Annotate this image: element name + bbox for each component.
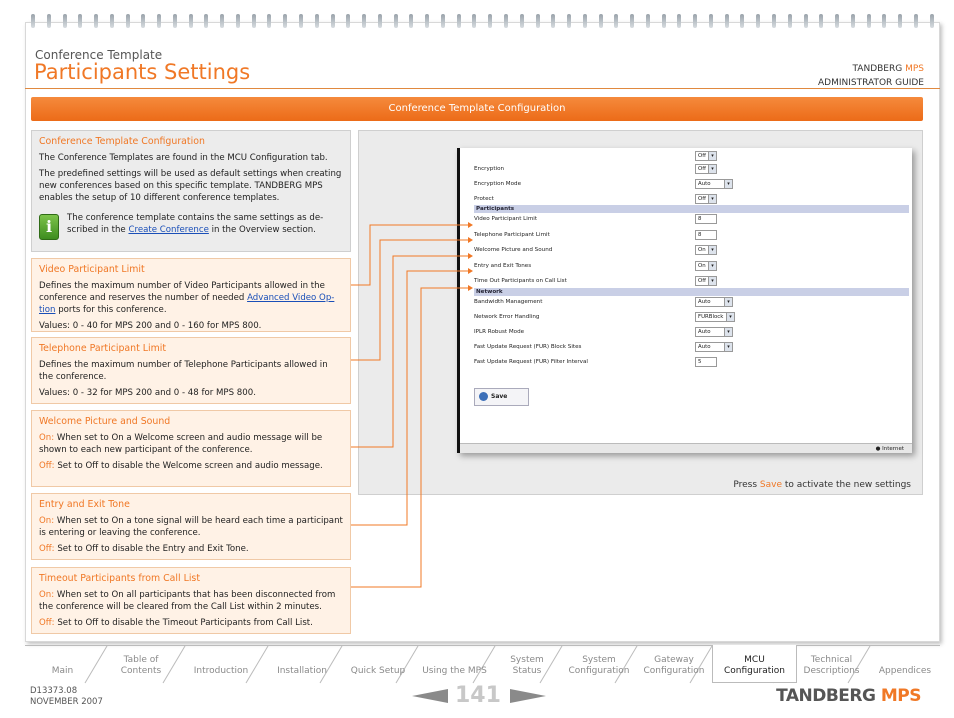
tab-technical-descriptions[interactable]	[795, 645, 868, 682]
tab-main[interactable]	[25, 645, 100, 682]
page-subtitle: Conference Template	[35, 48, 163, 62]
guide-name: ADMINISTRATOR GUIDE	[818, 78, 924, 88]
tab-quick-setup[interactable]	[342, 645, 414, 682]
tab-label: Gateway Configuration	[643, 655, 705, 676]
settings-section-header: Participants	[474, 205, 909, 213]
setting-value: Off	[698, 278, 706, 284]
video-p1-text: Defines the maximum number of Video Participants allowed in the conference and reserves the number of needed	[39, 281, 325, 303]
on-label: On:	[39, 433, 55, 443]
tab-appendices[interactable]	[870, 645, 940, 682]
telephone-p1: Defines the maximum number of Telephone Participants allowed in the conference.	[39, 360, 328, 382]
video-heading: Video Participant Limit	[39, 264, 145, 275]
doc-number: D13373.08	[30, 686, 78, 696]
settings-section-header: Network	[474, 288, 909, 296]
setting-value: Auto	[698, 298, 711, 305]
welcome-off-text: Set to Off to disable the Welcome screen and audio message.	[57, 461, 323, 471]
setting-value: 5	[698, 358, 702, 365]
doc-date: NOVEMBER 2007	[30, 697, 103, 707]
setting-label: Entry and Exit Tones	[474, 262, 532, 269]
footer-brand-name: TANDBERG	[776, 686, 876, 706]
globe-icon: ●	[875, 446, 883, 452]
entry-heading: Entry and Exit Tone	[39, 499, 130, 510]
setting-label: Encryption Mode	[474, 181, 522, 187]
tab-using-the-mps[interactable]	[418, 645, 491, 682]
setting-label: Protect	[474, 196, 494, 202]
tab-label: Appendices	[878, 666, 932, 676]
telephone-heading: Telephone Participant Limit	[39, 343, 166, 354]
dropdown-arrow-icon[interactable]: ▾	[724, 298, 732, 306]
setting-label: Fast Update Request (FUR) Block Sites	[474, 343, 582, 350]
footer-brand-logo	[776, 686, 921, 706]
press-pre: Press	[733, 480, 758, 490]
setting-value: On	[698, 262, 706, 269]
welcome-on-text: When set to On a Welcome screen and audio message will be shown to each new participant of the conference.	[39, 433, 323, 455]
setting-label: Fast Update Request (FUR) Filter Interval	[474, 358, 588, 365]
tab-installation[interactable]	[268, 645, 336, 682]
setting-label: Video Participant Limit	[474, 216, 538, 222]
tab-label: Main	[51, 666, 74, 676]
telephone-values: Values: 0 - 32 for MPS 200 and 0 - 48 for MPS 800.	[39, 388, 256, 398]
page-number: 141	[455, 683, 501, 708]
dropdown-arrow-icon[interactable]: ▾	[724, 180, 732, 188]
intro-p2: The predefined settings will be used as default settings when creating new conferences based on this specific template. TANDBERG MPS enables the setup of 10 different conference templates.	[39, 169, 342, 203]
brand-product: MPS	[905, 64, 924, 74]
bottom-tabs	[25, 645, 940, 685]
advanced-video-option-link[interactable]: Advanced Video Op-tion	[39, 293, 335, 315]
tab-mcu-configuration[interactable]	[712, 645, 797, 683]
setting-label: Network Error Handling	[474, 313, 540, 320]
video-p1-end: ports for this conference.	[58, 305, 167, 315]
setting-value: 8	[698, 231, 702, 238]
footer-doc-info	[30, 686, 103, 708]
tab-label: MCU Configuration	[723, 655, 786, 676]
dropdown-arrow-icon[interactable]: ▾	[708, 165, 716, 173]
tab-label: Introduction	[193, 666, 249, 676]
status-zone: Internet	[882, 446, 904, 452]
on-label: On:	[39, 590, 55, 600]
tab-system-configuration[interactable]	[562, 645, 636, 682]
setting-value: Auto	[698, 181, 711, 187]
setting-value: Off	[698, 166, 706, 172]
video-values: Values: 0 - 40 for MPS 200 and 0 - 160 for MPS 800.	[39, 321, 262, 331]
setting-value: Off	[698, 196, 706, 202]
save-label: Save	[491, 393, 508, 400]
setting-value: Off	[698, 153, 706, 159]
off-label: Off:	[39, 461, 55, 471]
tab-label: System Configuration	[568, 655, 630, 676]
press-post: to activate the new settings	[784, 480, 911, 490]
setting-value: Auto	[698, 328, 711, 335]
tab-label: System Status	[510, 655, 544, 676]
off-label: Off:	[39, 544, 55, 554]
timeout-heading: Timeout Participants from Call List	[39, 573, 200, 584]
welcome-heading: Welcome Picture and Sound	[39, 416, 171, 427]
dropdown-arrow-icon[interactable]: ▾	[726, 313, 734, 321]
tab-label: Installation	[277, 666, 327, 676]
timeout-off-text: Set to Off to disable the Timeout Participants from Call List.	[57, 618, 313, 628]
tab-label: Using the MPS	[422, 666, 487, 676]
note-text-end: in the Overview section.	[211, 225, 316, 235]
off-label: Off:	[39, 618, 55, 628]
tab-gateway-configuration[interactable]	[637, 645, 711, 682]
info-icon: i	[39, 214, 59, 240]
section-banner: Conference Template Configuration	[31, 97, 923, 121]
note-text: The conference template contains the same settings as de-scribed in the	[67, 213, 324, 235]
entry-on-text: When set to On a tone signal will be heard each time a participant is entering or leaving the conference.	[39, 516, 343, 538]
tab-label: Table of Contents	[120, 655, 162, 676]
timeout-on-text: When set to On all participants that has been disconnected from the conference will be cleared from the Call List within 2 minutes.	[39, 590, 336, 612]
page-title: Participants Settings	[34, 60, 251, 84]
dropdown-arrow-icon[interactable]: ▾	[724, 343, 732, 351]
setting-value: On	[698, 247, 706, 253]
setting-label: Bandwidth Management	[474, 298, 543, 305]
tab-system-status[interactable]	[495, 645, 559, 682]
dropdown-arrow-icon[interactable]: ▾	[724, 328, 732, 336]
previous-page-arrow-icon[interactable]	[412, 689, 448, 703]
tab-introduction[interactable]	[185, 645, 257, 682]
tab-label: Quick Setup	[350, 666, 406, 676]
dropdown-arrow-icon[interactable]: ▾	[708, 152, 716, 160]
brand-name: TANDBERG	[852, 64, 903, 74]
dropdown-arrow-icon[interactable]: ▾	[708, 195, 716, 203]
tab-label: Technical Descriptions	[803, 655, 860, 676]
next-page-arrow-icon[interactable]	[510, 689, 546, 703]
dropdown-arrow-icon[interactable]: ▾	[708, 262, 716, 270]
setting-label: IPLR Robust Mode	[474, 328, 525, 335]
setting-value: 8	[698, 216, 702, 222]
press-save-word: Save	[759, 480, 782, 490]
setting-label: Encryption	[474, 166, 505, 172]
setting-label: Telephone Participant Limit	[474, 231, 550, 238]
tab-table-of-contents[interactable]	[107, 645, 175, 682]
create-conference-link[interactable]: Create Conference	[128, 225, 209, 235]
dropdown-arrow-icon[interactable]: ▾	[708, 246, 716, 254]
on-label: On:	[39, 516, 55, 526]
entry-off-text: Set to Off to disable the Entry and Exit Tone.	[57, 544, 249, 554]
setting-value: Auto	[698, 343, 711, 350]
intro-p1: The Conference Templates are found in the MCU Configuration tab.	[39, 153, 328, 163]
setting-value: FURBlock	[698, 313, 724, 320]
dropdown-arrow-icon[interactable]: ▾	[708, 277, 716, 285]
setting-label: Time Out Participants on Call List	[474, 278, 567, 284]
intro-heading: Conference Template Configuration	[39, 136, 205, 147]
footer-brand-product: MPS	[880, 686, 921, 706]
setting-label: Welcome Picture and Sound	[474, 247, 553, 253]
